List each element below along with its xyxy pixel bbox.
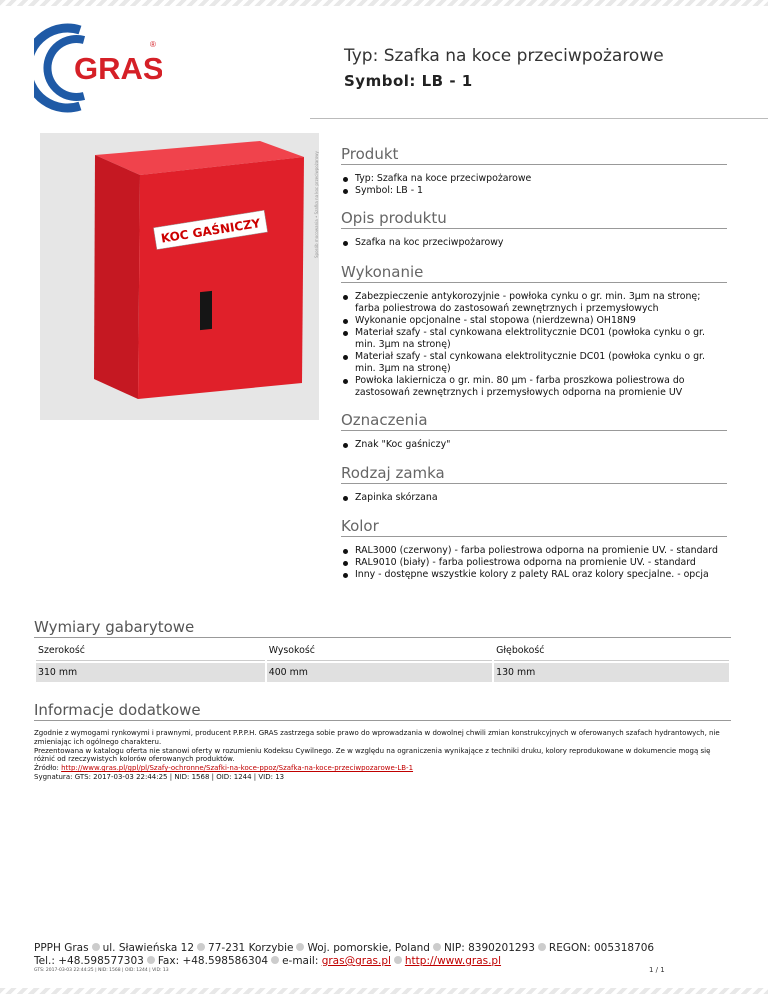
section-title: Produkt: [341, 145, 727, 165]
list-item: Inny - dostępne wszystkie kolory z palety RAL oraz kolory specjalne. - opcja: [341, 569, 727, 581]
section-kolor: [341, 517, 727, 581]
list-item: Materiał szafy - stal cynkowana elektrolitycznie DC01 (powłoka cynku o gr. min. 3µm na stronę): [341, 327, 727, 351]
footer-signature-small: GTS: 2017-03-03 22:44:25 | NID: 1568 | OID: 1244 | VID: 13: [34, 968, 169, 973]
list-item: Wykonanie opcjonalne - stal stopowa (nierdzewna) OH18N9: [341, 315, 727, 327]
bullet-icon: [92, 943, 100, 951]
table-header-cell: Głębokość: [494, 641, 729, 661]
footer-tel: Tel.: +48.598577303: [34, 955, 144, 967]
table-cell: 400 mm: [267, 663, 492, 682]
section-opis: [341, 209, 727, 249]
footer-email-label: e-mail:: [282, 955, 322, 967]
bottom-border: [0, 988, 768, 994]
list-item: Zapinka skórzana: [341, 492, 727, 504]
list-item: Zabezpieczenie antykorozyjnie - powłoka cynku o gr. min. 3µm na stronę; farba poliestrowa do zastosowań zewnętrznych i przemysłowych: [341, 291, 727, 315]
footer: [34, 942, 731, 968]
table-header-row: [36, 641, 729, 661]
section-rodzaj-zamka: [341, 464, 727, 504]
bullet-icon: [394, 956, 402, 964]
section-title: Wymiary gabarytowe: [34, 618, 731, 638]
section-dimensions: [34, 618, 731, 684]
registered-mark: ®: [150, 40, 156, 49]
source-line: [34, 764, 731, 773]
section-title: Kolor: [341, 517, 727, 537]
list-item: Typ: Szafka na koce przeciwpożarowe: [341, 173, 727, 185]
source-link[interactable]: http://www.gras.pl/gpl/pl/Szafy-ochronne/Szafki-na-koce-ppoz/Szafka-na-koce-przeciwpozarowe-LB-1: [61, 764, 414, 773]
footer-street: ul. Sławieńska 12: [102, 942, 195, 954]
top-border: [0, 0, 768, 6]
bullet-icon: [271, 956, 279, 964]
section-title: Informacje dodatkowe: [34, 701, 731, 721]
table-cell: 310 mm: [36, 663, 265, 682]
footer-line-1: [34, 942, 731, 955]
product-symbol-title: Symbol: LB - 1: [344, 72, 473, 90]
table-row: [36, 663, 729, 682]
footer-city: 77-231 Korzybie: [208, 942, 294, 954]
bullet-icon: [147, 956, 155, 964]
logo-text: GRAS: [74, 51, 162, 86]
dimensions-table: [34, 639, 731, 684]
source-label: Źródło:: [34, 764, 62, 773]
section-info: [34, 701, 731, 782]
list-item: RAL3000 (czerwony) - farba poliestrowa odporna na promienie UV. - standard: [341, 545, 727, 557]
info-paragraph: Zgodnie z wymogami rynkowymi i prawnymi, producent P.P.P.H. GRAS zastrzega sobie prawo do wprowadzania w dowolnej chwili zmian konstrukcyjnych w oferowanych szafach hydrantowych, nie zmieniając ich ogólnego charakteru.: [34, 729, 720, 746]
header-divider: [310, 118, 768, 119]
list-item: RAL9010 (biały) - farba poliestrowa odporna na promienie UV. - standard: [341, 557, 727, 569]
photo-side-caption: Sposób mocowania • Szafka na koc przeciwpożarowy: [314, 151, 319, 258]
bullet-icon: [538, 943, 546, 951]
footer-regon: REGON: 005318706: [548, 942, 655, 954]
list-item: Szafka na koc przeciwpożarowy: [341, 237, 727, 249]
product-type-title: Typ: Szafka na koce przeciwpożarowe: [344, 46, 664, 66]
list-item: Symbol: LB - 1: [341, 185, 727, 197]
section-title: Oznaczenia: [341, 411, 727, 431]
footer-fax: Fax: +48.598586304: [157, 955, 269, 967]
email-link[interactable]: gras@gras.pl: [321, 955, 391, 967]
section-title: Rodzaj zamka: [341, 464, 727, 484]
bullet-icon: [296, 943, 304, 951]
section-produkt: [341, 145, 727, 197]
cabinet-label: KOC GAŚNICZY: [159, 216, 262, 246]
info-paragraph: Prezentowana w katalogu oferta nie stanowi oferty w rozumieniu Kodeksu Cywilnego. Ze w względu na ograniczenia wynikające z techniki druku, kolory reprodukowane w dokumencie mogą się różnić od rzeczywistych kolorów oferowanych produktów.: [34, 746, 711, 764]
footer-line-2: [34, 955, 731, 968]
section-title: Opis produktu: [341, 209, 727, 229]
footer-nip: NIP: 8390201293: [443, 942, 535, 954]
table-cell: 130 mm: [494, 663, 729, 682]
bullet-icon: [197, 943, 205, 951]
section-wykonanie: [341, 263, 727, 399]
table-header-cell: Wysokość: [267, 641, 492, 661]
website-link[interactable]: http://www.gras.pl: [404, 955, 502, 967]
signature-line: Sygnatura: GTS: 2017-03-03 22:44:25 | NID: 1568 | OID: 1244 | VID: 13: [34, 772, 285, 781]
bullet-icon: [433, 943, 441, 951]
gras-logo: [34, 22, 162, 114]
list-item: Powłoka lakiernicza o gr. min. 80 µm - farba proszkowa poliestrowa do zastosowań zewnętrznych i przemysłowych odporna na promienie UV: [341, 375, 727, 399]
table-header-cell: Szerokość: [36, 641, 265, 661]
section-oznaczenia: [341, 411, 727, 451]
section-title: Wykonanie: [341, 263, 727, 283]
page-number: 1 / 1: [649, 966, 665, 974]
product-photo: [40, 133, 319, 420]
list-item: Materiał szafy - stal cynkowana elektrolitycznie DC01 (powłoka cynku o gr. min. 3µm na stronę): [341, 351, 727, 375]
footer-company: PPPH Gras: [34, 942, 89, 954]
list-item: Znak "Koc gaśniczy": [341, 439, 727, 451]
footer-region: Woj. pomorskie, Poland: [307, 942, 430, 954]
